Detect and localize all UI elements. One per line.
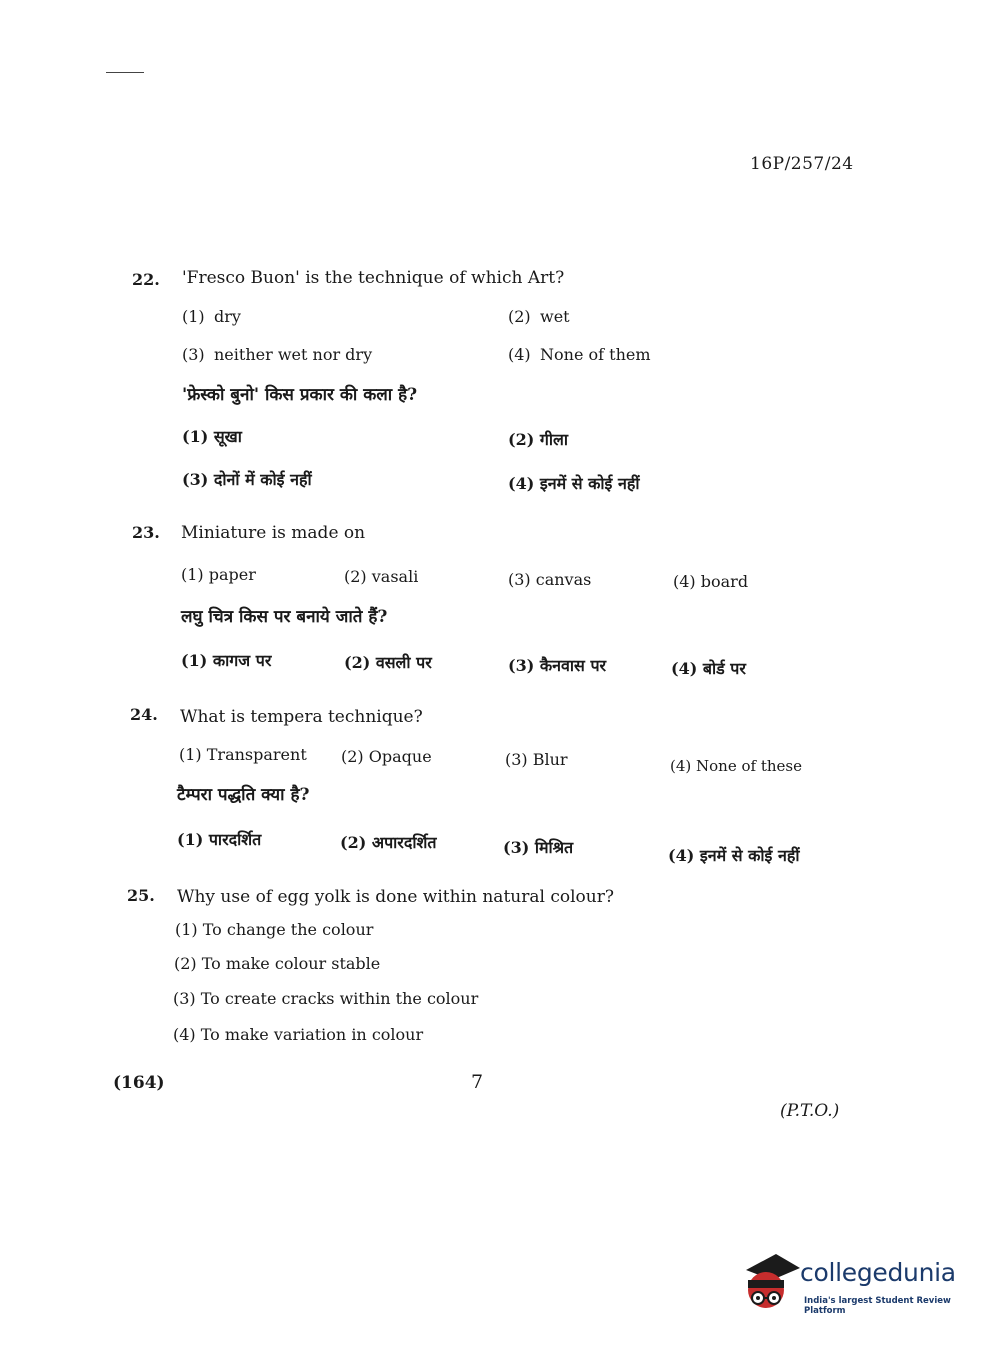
option-3-en: neither wet nor dry <box>214 345 373 364</box>
option-2-en: (2) vasali <box>344 567 419 586</box>
option-4-hi: (4) इनमें से कोई नहीं <box>668 846 800 865</box>
question-text-en: What is tempera technique? <box>180 707 423 727</box>
question-number: 22. <box>132 270 160 289</box>
footer-code: (164) <box>113 1073 165 1093</box>
question-text-hi: 'फ्रेस्को बुनो' किस प्रकार की कला है? <box>182 385 418 405</box>
option-1-num: (1) <box>182 307 205 326</box>
pto-label: (P.T.O.) <box>780 1101 840 1121</box>
option-4-hi: (4) इनमें से कोई नहीं <box>508 474 640 493</box>
logo-name: collegedunia <box>800 1258 956 1287</box>
student-mascot-icon <box>742 1250 800 1312</box>
option-3-hi: (3) मिश्रित <box>503 838 574 857</box>
option-1-en: (1) paper <box>181 565 256 584</box>
option-1-hi: (1) सूखा <box>182 427 242 446</box>
top-rule <box>106 72 144 73</box>
option-4-en: (4) To make variation in colour <box>173 1025 424 1044</box>
page-number: 7 <box>471 1071 484 1093</box>
option-4-hi: (4) बोर्ड पर <box>671 659 746 678</box>
collegedunia-logo <box>742 1250 972 1320</box>
question-text-en: Why use of egg yolk is done within natural colour? <box>177 887 614 907</box>
question-number: 25. <box>127 886 155 905</box>
option-4-en: None of them <box>540 345 651 364</box>
option-4-en: (4) board <box>673 572 749 591</box>
question-text-en: Miniature is made on <box>181 523 366 543</box>
option-4-num: (4) <box>508 345 531 364</box>
logo-tagline: India's largest Student Review Platform <box>804 1296 951 1316</box>
option-3-num: (3) <box>182 345 205 364</box>
option-3-en: (3) canvas <box>508 570 592 589</box>
option-3-hi: (3) दोनों में कोई नहीं <box>182 470 312 489</box>
option-1-hi: (1) पारदर्शित <box>177 830 262 849</box>
option-3-hi: (3) कैनवास पर <box>508 656 607 675</box>
option-3-en: (3) Blur <box>505 750 568 769</box>
option-2-hi: (2) गीला <box>508 430 568 449</box>
option-2-hi: (2) अपारदर्शित <box>340 833 437 852</box>
option-1-en: dry <box>214 307 241 326</box>
option-2-en: (2) To make colour stable <box>174 954 381 973</box>
question-number: 23. <box>132 523 160 542</box>
paper-code: 16P/257/24 <box>750 154 854 174</box>
option-4-en: (4) None of these <box>670 757 802 775</box>
option-2-hi: (2) वसली पर <box>344 653 432 672</box>
question-number: 24. <box>130 705 158 724</box>
option-1-en: (1) To change the colour <box>175 920 374 939</box>
option-2-en: wet <box>540 307 570 326</box>
question-text-hi: टैम्परा पद्धति क्या है? <box>177 785 310 805</box>
option-2-num: (2) <box>508 307 531 326</box>
question-text-hi: लघु चित्र किस पर बनाये जाते हैं? <box>181 607 388 627</box>
question-text-en: 'Fresco Buon' is the technique of which Art? <box>182 268 565 288</box>
option-2-en: (2) Opaque <box>341 747 432 766</box>
option-3-en: (3) To create cracks within the colour <box>173 989 479 1008</box>
option-1-en: (1) Transparent <box>179 745 307 764</box>
option-1-hi: (1) कागज पर <box>181 651 272 670</box>
